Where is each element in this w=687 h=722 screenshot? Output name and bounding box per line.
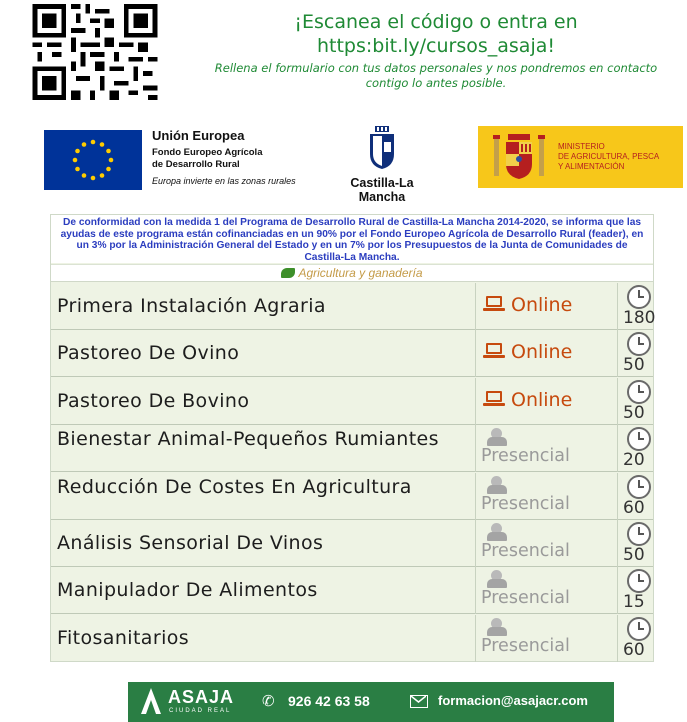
clm-logo — [327, 126, 437, 204]
course-name: Reducción De Costes En Agricultura — [57, 475, 412, 498]
clock-icon — [627, 332, 651, 356]
course-hours: 15 — [623, 592, 645, 613]
footer-bar — [128, 682, 614, 722]
clock-icon — [627, 522, 651, 546]
course-row[interactable] — [51, 283, 656, 330]
course-name: Bienestar Animal-Pequeños Rumiantes — [57, 428, 439, 451]
cta-subtext: Rellena el formulario con tus datos personales y nos pondremos en contacto contigo lo antes posible. — [214, 61, 658, 90]
laptop-icon — [483, 296, 505, 312]
eu-tagline: Europa invierte en las zonas rurales — [152, 176, 296, 186]
ministry-line2: DE AGRICULTURA, PESCA — [558, 152, 660, 161]
course-mode — [481, 476, 615, 514]
course-mode — [481, 523, 615, 561]
course-name: Pastoreo De Ovino — [57, 342, 240, 365]
mode-label: Presencial — [481, 446, 570, 467]
column-divider — [475, 615, 476, 662]
column-divider — [475, 283, 476, 330]
course-mode — [481, 618, 615, 656]
cta-link[interactable]: https:bit.ly/cursos_asaja! — [316, 35, 555, 57]
eu-text — [152, 128, 352, 186]
column-divider — [475, 567, 476, 614]
course-mode — [481, 570, 615, 608]
clm-crest-icon — [362, 126, 402, 170]
course-row[interactable] — [51, 567, 653, 614]
cta-line1: ¡Escanea el código o entra en — [294, 11, 578, 33]
mode-label: Online — [511, 294, 573, 316]
classroom-icon — [485, 523, 509, 542]
course-hours: 50 — [623, 545, 645, 565]
funding-notice: De conformidad con la medida 1 del Programa de Desarrollo Rural de Castilla-La Mancha 2014-2020, se informa que las ayudas de este programa están cofinanciadas en un 90% por el Fondo Europeo Agrícola de Desarrollo Rural (feader), en un 3% por la Administración General del Estado y en un 7% por los Presupuestos de la Junta de Comunidades de Castilla-La Mancha. — [51, 215, 653, 263]
email-icon — [410, 695, 428, 708]
clock-icon — [627, 617, 651, 641]
course-hours: 20 — [623, 450, 645, 471]
mode-label: Online — [511, 388, 573, 411]
ministry-line1: MINISTERIO — [558, 142, 605, 151]
course-hours: 180 — [623, 308, 656, 328]
cta-block — [196, 10, 676, 91]
column-divider — [617, 567, 618, 614]
course-mode — [483, 341, 572, 363]
classroom-icon — [485, 476, 509, 495]
course-name: Análisis Sensorial De Vinos — [57, 532, 324, 554]
ministry-logo — [478, 126, 683, 188]
phone-number[interactable]: 926 42 63 58 — [288, 693, 370, 709]
eu-flag-icon — [44, 130, 142, 190]
column-divider — [475, 378, 476, 425]
category-header — [51, 264, 653, 282]
mode-label: Presencial — [481, 493, 570, 514]
tractor-icon — [281, 268, 295, 278]
column-divider — [617, 425, 618, 472]
eu-fund-line1: Fondo Europeo Agrícola — [152, 147, 263, 158]
clm-label: Castilla-La Mancha — [350, 176, 414, 204]
spain-coat-of-arms-icon — [490, 132, 548, 182]
ministry-text — [558, 142, 659, 172]
column-divider — [617, 378, 618, 425]
classroom-icon — [485, 618, 509, 637]
clock-icon — [627, 427, 651, 451]
mode-label: Online — [511, 341, 573, 364]
clock-icon — [627, 475, 651, 499]
classroom-icon — [485, 428, 509, 447]
column-divider — [617, 615, 618, 662]
sponsor-logos — [44, 126, 684, 204]
brand-subtitle: CIUDAD REAL — [169, 708, 232, 714]
classroom-icon — [485, 570, 509, 589]
eu-title: Unión Europea — [152, 128, 245, 143]
course-hours: 50 — [623, 355, 645, 376]
course-row[interactable] — [51, 425, 653, 472]
course-mode — [483, 389, 572, 411]
course-row[interactable] — [51, 330, 653, 377]
laptop-icon — [483, 343, 505, 359]
course-hours: 60 — [623, 497, 645, 518]
column-divider — [617, 330, 618, 377]
column-divider — [475, 425, 476, 472]
course-row[interactable] — [51, 520, 653, 567]
course-name: Primera Instalación Agraria — [57, 295, 326, 317]
phone-icon: ✆ — [262, 693, 275, 710]
clock-icon — [627, 285, 651, 309]
column-divider — [475, 473, 476, 520]
qr-code — [30, 4, 160, 100]
course-row[interactable] — [51, 378, 653, 425]
course-name: Pastoreo De Bovino — [57, 389, 250, 412]
mode-label: Presencial — [481, 588, 570, 609]
course-mode — [483, 294, 572, 316]
clock-icon — [627, 380, 651, 404]
column-divider — [617, 473, 618, 520]
ministry-line3: Y ALIMENTACIÓN — [558, 162, 625, 171]
course-hours: 50 — [623, 402, 645, 423]
eu-fund-line2: de Desarrollo Rural — [152, 159, 240, 170]
brand-name: ASAJA — [168, 687, 235, 707]
course-row[interactable] — [51, 615, 653, 662]
clock-icon — [627, 569, 651, 593]
course-mode — [481, 428, 615, 466]
course-panel — [50, 214, 654, 662]
column-divider — [617, 283, 618, 330]
column-divider — [475, 520, 476, 567]
asaja-logo-icon — [140, 687, 162, 715]
category-label: Agricultura y ganadería — [298, 266, 423, 280]
email-address[interactable]: formacion@asajacr.com — [438, 693, 588, 708]
mode-label: Presencial — [481, 541, 570, 561]
course-name: Fitosanitarios — [57, 626, 190, 649]
course-name: Manipulador De Alimentos — [57, 579, 318, 602]
course-hours: 60 — [623, 639, 645, 660]
mode-label: Presencial — [481, 635, 570, 656]
laptop-icon — [483, 391, 505, 407]
column-divider — [617, 520, 618, 567]
column-divider — [475, 330, 476, 377]
course-row[interactable] — [51, 473, 653, 520]
